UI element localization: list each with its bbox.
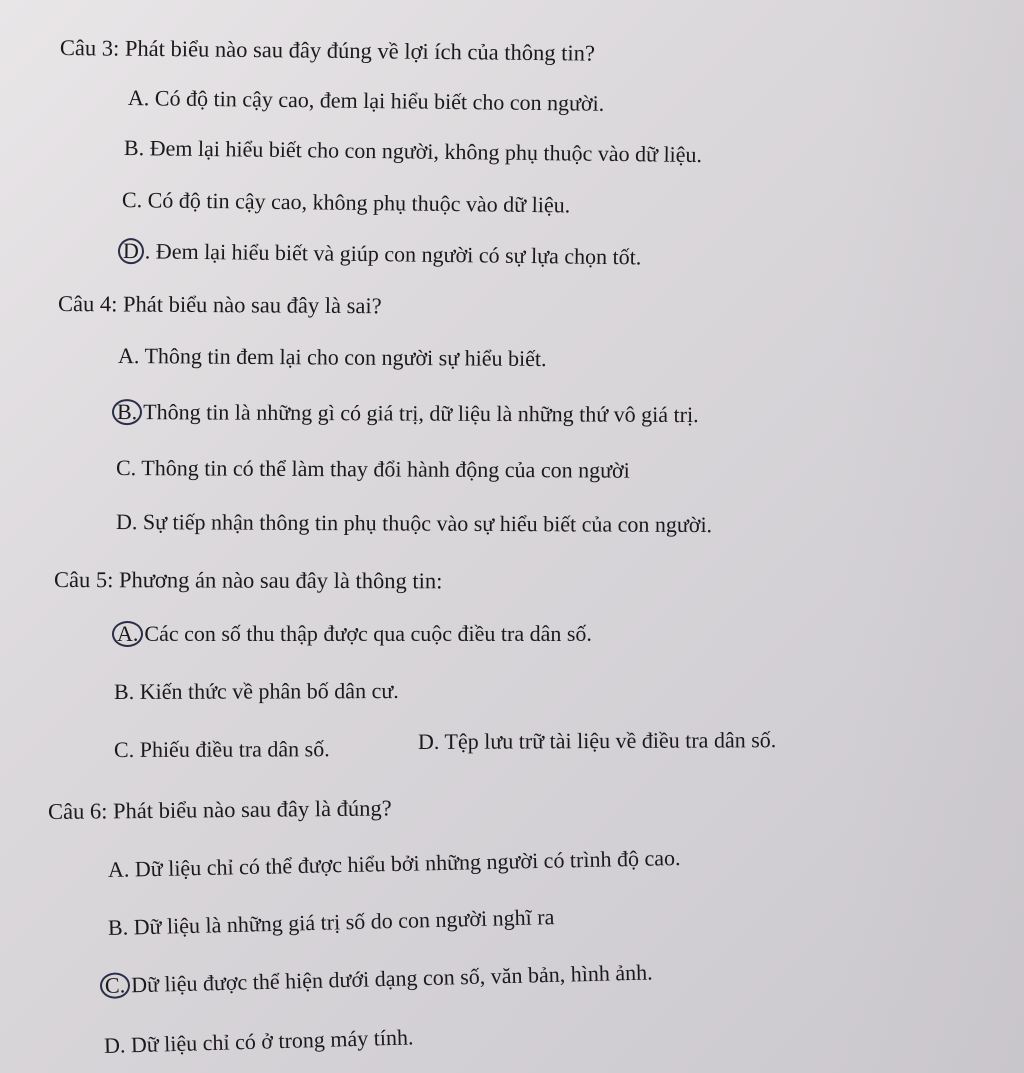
- question-5-title: Câu 5: Phương án nào sau đây là thông tin:: [53, 567, 443, 594]
- option-text: Có độ tin cậy cao, không phụ thuộc vào dữ liệu.: [142, 187, 571, 218]
- paper-shadow: [844, 0, 1024, 1073]
- selected-answer-circle: C.: [100, 972, 131, 999]
- question-6-option-b: [108, 903, 555, 942]
- option-letter: B.: [113, 678, 135, 704]
- option-text: Thông tin có thể làm thay đổi hành động của con người: [136, 455, 630, 483]
- question-6-option-a: [108, 844, 681, 884]
- option-text: Có độ tin cậy cao, đem lại hiểu biết cho con người.: [149, 85, 605, 116]
- option-letter: D.: [417, 728, 440, 754]
- question-4-option-a: [118, 342, 547, 373]
- option-letter: D.: [103, 1032, 126, 1058]
- option-text: Tệp lưu trữ tài liệu về điều tra dân số.: [439, 727, 777, 754]
- question-6-option-d: [104, 1023, 414, 1060]
- option-text: Sự tiếp nhận thông tin phụ thuộc vào sự hiểu biết của con người.: [137, 509, 713, 538]
- question-3-option-a: [128, 84, 605, 118]
- option-letter: C.: [115, 455, 137, 481]
- question-6-title: Câu 6: Phát biểu nào sau đây là đúng?: [47, 795, 392, 824]
- option-text: Dữ liệu chỉ có thể được hiểu bởi những người có trình độ cao.: [129, 845, 681, 882]
- option-letter: C.: [121, 187, 143, 213]
- question-3-option-d: [118, 237, 642, 271]
- option-text: Dữ liệu chỉ có ở trong máy tính.: [125, 1024, 414, 1058]
- option-text: Phiếu điều tra dân số.: [134, 736, 330, 762]
- selected-answer-circle: A.: [112, 621, 143, 647]
- option-text: Thông tin là những gì có giá trị, dữ liệu là những thứ vô giá trị.: [143, 399, 699, 428]
- option-text: . Đem lại hiểu biết và giúp con người có sự lựa chọn tốt.: [144, 238, 642, 270]
- option-letter: B.: [107, 914, 129, 940]
- option-letter: A.: [117, 343, 140, 369]
- option-text: Các con số thu thập được qua cuộc điều tra dân số.: [144, 621, 592, 646]
- option-letter: A.: [107, 856, 130, 882]
- option-text: Dữ liệu là những giá trị số do con người nghĩ ra: [127, 904, 555, 940]
- option-text: Đem lại hiểu biết cho con người, không phụ thuộc vào dữ liệu.: [144, 135, 703, 168]
- selected-answer-circle: D: [118, 238, 144, 264]
- option-text: Thông tin đem lại cho con người sự hiểu biết.: [139, 343, 547, 371]
- option-letter: A.: [127, 85, 150, 111]
- question-5-option-c: [114, 735, 330, 764]
- option-letter: B.: [123, 135, 145, 161]
- question-4-option-c: [116, 454, 630, 485]
- question-3-option-c: [122, 186, 571, 219]
- question-3-title: Câu 3: Phát biểu nào sau đây đúng về lợi ích của thông tin?: [59, 35, 596, 66]
- selected-answer-circle: B.: [112, 399, 142, 425]
- option-text: Kiến thức về phân bố dân cư.: [134, 678, 399, 704]
- question-5-option-d: [418, 726, 776, 756]
- question-3-option-b: [124, 134, 702, 169]
- question-5-option-b: [114, 677, 399, 706]
- question-5-option-a: [112, 620, 592, 648]
- question-4-option-b: [112, 398, 699, 429]
- option-letter: C.: [113, 736, 135, 762]
- question-6-option-c: [100, 958, 653, 999]
- option-text: Dữ liệu được thể hiện dưới dạng con số, văn bản, hình ảnh.: [130, 959, 653, 998]
- option-letter: D.: [115, 509, 138, 535]
- question-4-title: Câu 4: Phát biểu nào sau đây là sai?: [57, 291, 382, 319]
- question-4-option-d: [116, 508, 712, 539]
